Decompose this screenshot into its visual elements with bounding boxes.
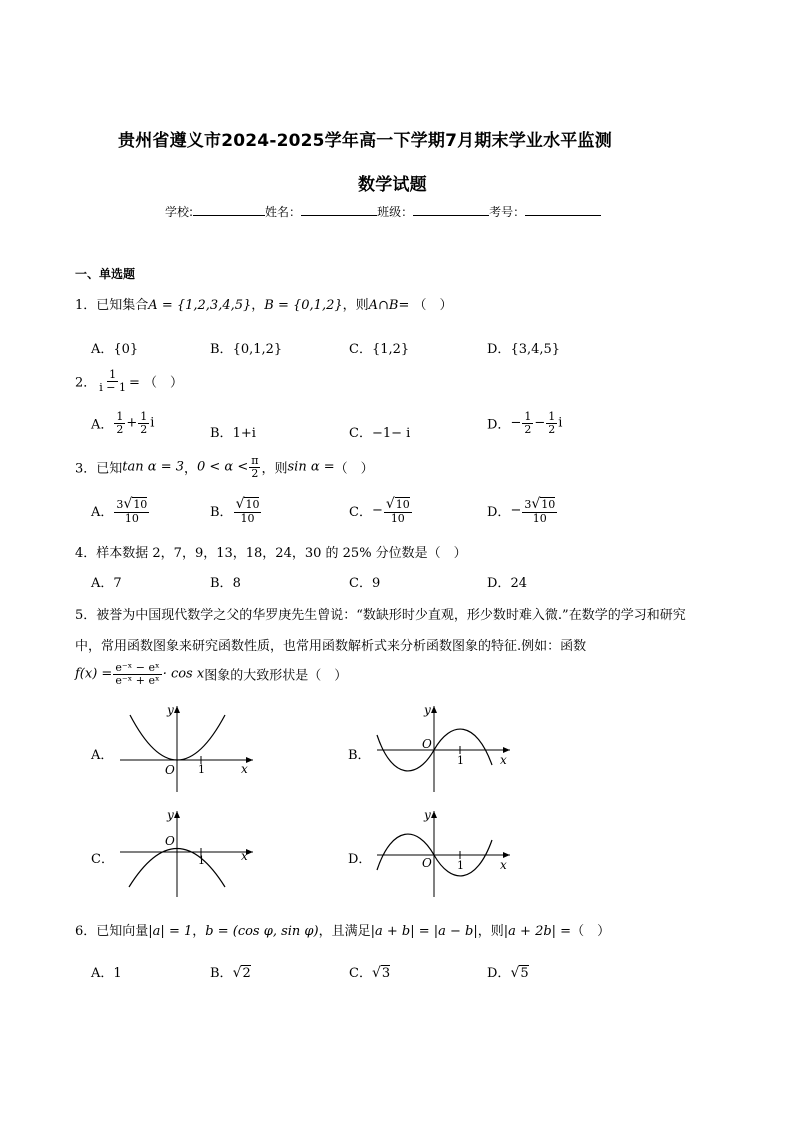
q5-graph-b[interactable] <box>372 700 517 795</box>
x-axis-label: x <box>500 753 507 767</box>
name-field[interactable] <box>301 204 377 216</box>
q5-option-a-label[interactable]: A． <box>91 748 114 763</box>
q5-graph-a[interactable] <box>115 700 260 795</box>
tick-label: 1 <box>198 854 205 867</box>
question-6-stem: 6．已知向量|a| = 1，b = (cos φ, sin φ)，且满足|a + b| = |a − b|，则|a + 2b| =（ ） <box>75 924 611 939</box>
q6-option-a[interactable]: A．1 <box>91 966 122 981</box>
question-2-stem <box>75 369 183 393</box>
id-label: 考号： <box>489 205 526 219</box>
q2-option-c[interactable]: C．−1− i <box>349 426 411 441</box>
question-number: 2． <box>75 375 97 391</box>
q4-option-b[interactable]: B．8 <box>210 576 241 591</box>
q5-option-b-label[interactable]: B． <box>348 748 371 763</box>
fraction: $\frac{\text{e⁻ˣ − eˣ}}{\text{e⁻ˣ + eˣ}}$ <box>115 661 160 687</box>
q1-option-a[interactable]: A．{0} <box>91 342 139 357</box>
q4-option-d[interactable]: D．24 <box>487 576 527 591</box>
tick-label: 1 <box>457 859 464 872</box>
q2-option-b[interactable]: B．1+i <box>210 426 256 441</box>
class-label: 班级： <box>377 205 414 219</box>
q2-option-a[interactable]: A． $\frac{1}{2}$ + $\frac{1}{2}$ i <box>91 410 155 436</box>
question-4-stem: 4．样本数据 2，7，9，13，18，24，30 的 25% 分位数是（ ） <box>75 546 467 561</box>
q1-option-d[interactable]: D．{3,4,5} <box>487 342 561 357</box>
x-axis-label: x <box>241 849 248 863</box>
question-1-stem <box>75 294 453 313</box>
origin-label: O <box>165 834 175 848</box>
id-field[interactable] <box>525 204 601 216</box>
stem-text: = （ ） <box>129 375 184 391</box>
question-5-formula: f(x) = $\frac{\text{e⁻ˣ − eˣ}}{\text{e⁻ˣ + eˣ}}$ · cos x图象的大致形状是（ ） <box>75 661 348 687</box>
origin-label: O <box>165 763 175 777</box>
x-axis-label: x <box>500 858 507 872</box>
x-axis-label: x <box>241 762 248 776</box>
q2-option-d[interactable]: D．− $\frac{1}{2}$ − $\frac{1}{2}$ i <box>487 410 563 436</box>
page-subtitle: 数学试题 <box>358 175 427 195</box>
q3-option-a[interactable]: A． $\frac{3√10}{10}$ <box>91 496 148 525</box>
stem-text: ，则 <box>342 298 369 313</box>
q1-option-c[interactable]: C．{1,2} <box>349 342 410 357</box>
stem-text: = （ ） <box>398 298 453 313</box>
q4-option-c[interactable]: C．9 <box>349 576 381 591</box>
stem-text: ， <box>251 298 265 313</box>
q4-option-a[interactable]: A．7 <box>91 576 122 591</box>
question-5-line1: 5．被誉为中国现代数学之父的华罗庚先生曾说：“数缺形时少直观，形少数时难入微.”在数学的学习和研究 <box>75 608 686 623</box>
y-axis-label: y <box>424 808 431 822</box>
stem-text: 已知集合 <box>96 298 149 313</box>
school-label: 学校: <box>165 205 194 219</box>
page-title: 贵州省遵义市2024-2025学年高一下学期7月期末学业水平监测 <box>118 131 612 151</box>
q5-graph-d[interactable] <box>372 805 517 900</box>
fraction: $\frac{1}{i - 1}$ <box>99 368 127 394</box>
q6-option-d[interactable]: D．√5 <box>487 965 529 981</box>
q5-option-c-label[interactable]: C． <box>91 852 114 867</box>
school-field[interactable] <box>193 204 265 216</box>
q3-option-d[interactable]: D．− $\frac{3√10}{10}$ <box>487 496 556 525</box>
tick-label: 1 <box>457 754 464 767</box>
q1-option-b[interactable]: B．{0,1,2} <box>210 342 283 357</box>
section-title: 一、单选题 <box>75 267 136 281</box>
name-label: 姓名： <box>265 205 302 219</box>
set-a: A = {1,2,3,4,5} <box>148 298 252 313</box>
q5-option-d-label[interactable]: D． <box>348 852 372 867</box>
class-field[interactable] <box>413 204 489 216</box>
question-3-stem: 3．已知tan α = 3，0 < α < $\frac{\pi}{2}$ ，则sin α =（ ） <box>75 454 374 480</box>
q6-option-c[interactable]: C．√3 <box>349 965 391 981</box>
q3-option-c[interactable]: C．− $\frac{√10}{10}$ <box>349 496 410 525</box>
origin-label: O <box>422 737 432 751</box>
y-axis-label: y <box>167 808 174 822</box>
set-b: B = {0,1,2} <box>264 298 343 313</box>
question-5-line2: 中，常用函数图象来研究函数性质，也常用函数解析式来分析函数图象的特征.例如：函数 <box>75 639 587 654</box>
q3-option-b[interactable]: B． $\frac{√10}{10}$ <box>210 496 260 525</box>
intersection-expr: A∩B <box>368 298 399 313</box>
tick-label: 1 <box>198 763 205 776</box>
student-info-row <box>165 203 601 220</box>
q5-graph-c[interactable] <box>115 805 260 900</box>
y-axis-label: y <box>424 703 431 717</box>
y-axis-label: y <box>167 703 174 717</box>
question-number: 1． <box>75 298 97 313</box>
q6-option-b[interactable]: B．√2 <box>210 965 251 981</box>
origin-label: O <box>422 856 432 870</box>
